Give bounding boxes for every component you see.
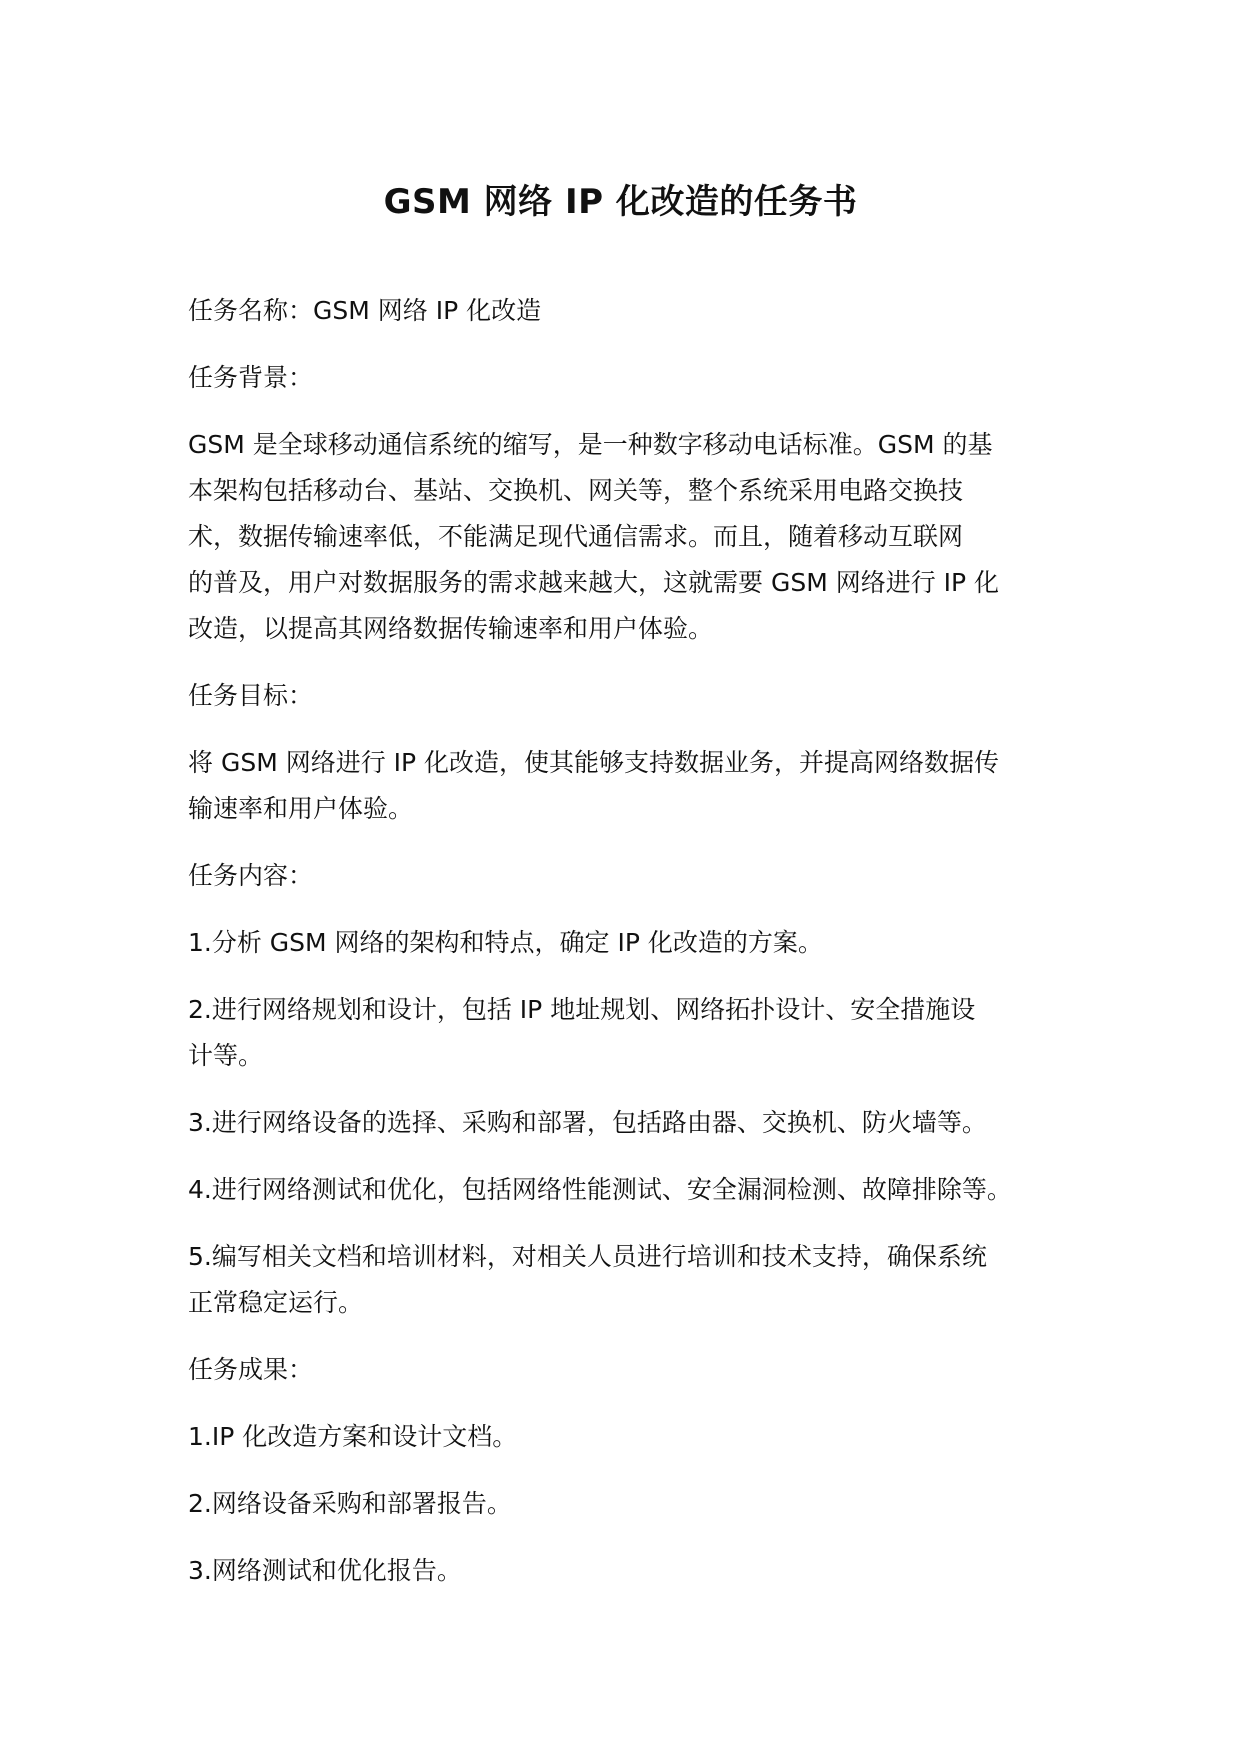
list-item-content-1 (188, 920, 1068, 966)
list-item-result-3 (188, 1548, 1068, 1594)
paragraph-line: 任务成果： (188, 1355, 314, 1384)
list-item-result-1 (188, 1414, 1068, 1460)
list-item-content-5 (188, 1234, 1068, 1326)
paragraph-line: 术，数据传输速率低，不能满足现代通信需求。而且，随着移动互联网 (188, 522, 964, 551)
paragraph-line: 任务目标： (188, 681, 314, 710)
paragraph-line: 任务内容： (188, 861, 314, 890)
heading-task-results (188, 1347, 1068, 1393)
paragraph-line: 改造，以提高其网络数据传输速率和用户体验。 (188, 614, 714, 643)
paragraph-line: 2.网络设备采购和部署报告。 (188, 1489, 512, 1518)
paragraph-line: 本架构包括移动台、基站、交换机、网关等，整个系统采用电路交换技 (188, 476, 964, 505)
heading-task-background (188, 355, 1068, 401)
paragraph-line: 1.分析 GSM 网络的架构和特点，确定 IP 化改造的方案。 (188, 928, 823, 957)
paragraph-task-name (188, 288, 1068, 334)
list-item-content-4 (188, 1167, 1068, 1213)
list-item-content-3 (188, 1100, 1068, 1146)
paragraph-line: 3.网络测试和优化报告。 (188, 1556, 462, 1585)
paragraph-line: 任务名称：GSM 网络 IP 化改造 (188, 296, 542, 325)
list-item-content-2 (188, 987, 1068, 1079)
document-body (188, 288, 1068, 1615)
paragraph-line: 3.进行网络设备的选择、采购和部署，包括路由器、交换机、防火墙等。 (188, 1108, 987, 1137)
paragraph-line: 计等。 (188, 1041, 264, 1070)
paragraph-line: 2.进行网络规划和设计，包括 IP 地址规划、网络拓扑设计、安全措施设 (188, 995, 976, 1024)
paragraph-line: 输速率和用户体验。 (188, 794, 414, 823)
paragraph-line: 将 GSM 网络进行 IP 化改造，使其能够支持数据业务，并提高网络数据传 (188, 748, 1000, 777)
paragraph-goal (188, 740, 1068, 832)
paragraph-line: 的普及，用户对数据服务的需求越来越大，这就需要 GSM 网络进行 IP 化 (188, 568, 1000, 597)
heading-task-goal (188, 673, 1068, 719)
paragraph-line: 1.IP 化改造方案和设计文档。 (188, 1422, 518, 1451)
paragraph-line: 4.进行网络测试和优化，包括网络性能测试、安全漏洞检测、故障排除等。 (188, 1175, 1012, 1204)
paragraph-line: 任务背景： (188, 363, 314, 392)
paragraph-line: 5.编写相关文档和培训材料，对相关人员进行培训和技术支持，确保系统 (188, 1242, 987, 1271)
paragraph-line: 正常稳定运行。 (188, 1288, 364, 1317)
paragraph-background (188, 422, 1068, 652)
list-item-result-2 (188, 1481, 1068, 1527)
document-title: GSM 网络 IP 化改造的任务书 (383, 182, 858, 222)
paragraph-line: GSM 是全球移动通信系统的缩写，是一种数字移动电话标准。GSM 的基 (188, 430, 993, 459)
heading-task-content (188, 853, 1068, 899)
